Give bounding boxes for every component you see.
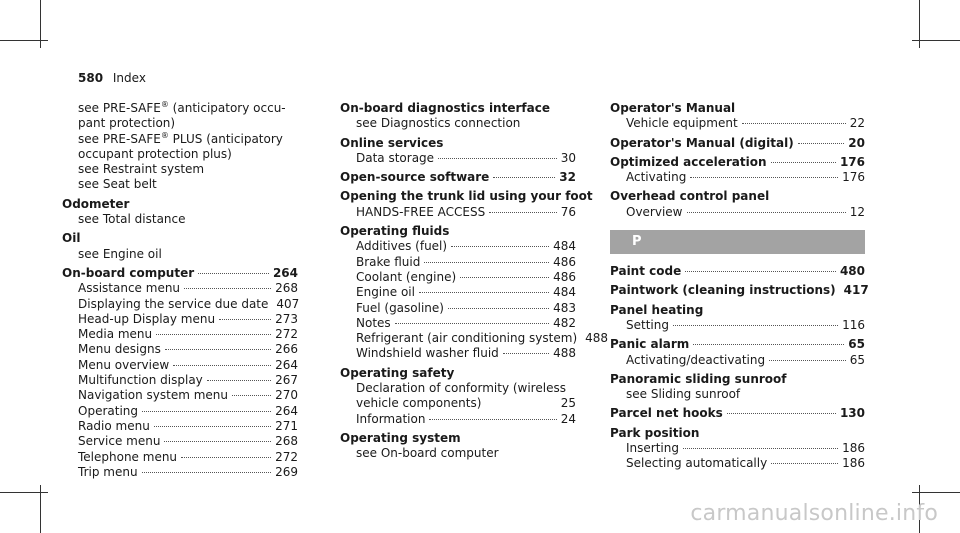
- index-entry: [610, 155, 865, 170]
- leader-dots: [798, 143, 845, 144]
- index-entry-text: Fuel (gasoline): [356, 300, 444, 315]
- index-entry-text: Vehicle equipment: [626, 116, 738, 131]
- leader-dots: [685, 271, 836, 272]
- leader-dots: [690, 177, 838, 178]
- index-entry-text: Trip menu: [78, 464, 138, 479]
- page-header: [78, 71, 146, 85]
- index-entry-text: Refrigerant (air conditioning system): [356, 331, 578, 346]
- index-entry-text: Telephone menu: [78, 449, 178, 464]
- index-entry-text: Menu designs: [78, 342, 161, 357]
- leader-dots: [419, 292, 549, 293]
- leader-dots: [693, 344, 844, 345]
- crop-mark: [912, 40, 960, 41]
- leader-dots: [395, 323, 549, 324]
- index-page-number: 488: [553, 346, 576, 361]
- index-entry-text: Overview: [626, 204, 683, 219]
- leader-dots: [156, 334, 271, 335]
- crop-mark: [912, 492, 960, 493]
- index-entry-text: Brake fluid: [356, 254, 421, 269]
- index-page-number: 269: [275, 464, 298, 479]
- index-entry-text: Engine oil: [356, 285, 415, 300]
- index-page-number: 417: [843, 283, 869, 298]
- index-column-3: [610, 101, 869, 472]
- leader-dots: [742, 123, 846, 124]
- index-entry: [610, 283, 869, 298]
- index-page-number: 266: [275, 342, 298, 357]
- index-subentry: [62, 388, 298, 403]
- index-page-number: 25: [560, 396, 576, 411]
- index-entry: [610, 303, 865, 318]
- watermark: carmanualsonline.info: [690, 501, 938, 526]
- index-subentry: [62, 434, 298, 449]
- index-page-number: 22: [849, 116, 865, 131]
- leader-dots: [142, 411, 271, 412]
- index-entry-text: Parcel net hooks: [610, 406, 723, 421]
- index-subentry: [340, 316, 576, 331]
- index-subentry: [340, 255, 576, 270]
- index-entry: [610, 372, 865, 387]
- index-subentry: [610, 116, 865, 131]
- index-subentry: [610, 353, 865, 368]
- index-letter-heading: P: [610, 230, 865, 254]
- index-entry: [62, 197, 298, 212]
- index-subentry: [610, 456, 865, 471]
- leader-dots: [771, 463, 838, 464]
- index-page-number: 484: [553, 239, 576, 254]
- index-entry-text: Displaying the service due date: [78, 296, 269, 311]
- index-entry-text: Operating fluids: [340, 224, 450, 239]
- index-column-1: [62, 101, 298, 480]
- index-entry-text: Activating: [626, 170, 687, 185]
- index-page-number: 186: [842, 456, 865, 471]
- leader-dots: [673, 325, 838, 326]
- index-entry-text: Operating system: [340, 430, 461, 445]
- index-reference-text: see Diagnostics connection: [356, 116, 521, 131]
- index-page-number: 488: [585, 331, 609, 346]
- index-page-number: 484: [553, 285, 576, 300]
- index-entry-text: Operating safety: [340, 365, 455, 380]
- index-entry: [340, 189, 593, 204]
- index-page-number: 76: [560, 204, 576, 219]
- index-subentry: [340, 151, 576, 166]
- index-subentry: [62, 297, 298, 312]
- index-subentry: [610, 318, 865, 333]
- index-subentry: [340, 412, 576, 427]
- leader-dots: [173, 365, 271, 366]
- index-subentry: [340, 331, 609, 346]
- index-subentry: [62, 162, 298, 177]
- index-subentry: [340, 205, 576, 220]
- leader-dots: [142, 472, 272, 473]
- index-entry-text: Inserting: [626, 441, 679, 456]
- leader-dots: [181, 457, 271, 458]
- index-page-number: 20: [848, 135, 865, 150]
- index-entry-text: Paint code: [610, 264, 682, 279]
- index-page-number: 407: [276, 296, 300, 311]
- index-reference-text: see Seat belt: [78, 177, 157, 192]
- index-page-number: 482: [553, 315, 576, 330]
- index-page-number: 176: [842, 170, 865, 185]
- index-subentry: [340, 285, 576, 300]
- index-entry-text: Service menu: [78, 434, 161, 449]
- index-entry-text: Oil: [62, 231, 81, 246]
- leader-dots: [219, 319, 271, 320]
- leader-dots: [424, 262, 549, 263]
- page-number: 580: [78, 71, 104, 85]
- index-subentry: [340, 116, 576, 131]
- leader-dots: [683, 448, 838, 449]
- index-page-number: 273: [275, 311, 298, 326]
- index-page-number: 268: [275, 434, 298, 449]
- index-entry-text: Park position: [610, 425, 700, 440]
- index-subentry: [62, 177, 298, 192]
- index-subentry: [62, 419, 298, 434]
- index-subentry: [340, 446, 576, 461]
- index-entry: [340, 366, 576, 381]
- index-subentry: [62, 132, 298, 163]
- leader-dots: [503, 353, 549, 354]
- leader-dots: [493, 177, 555, 178]
- index-subentry: [340, 381, 576, 412]
- index-entry: [62, 231, 298, 246]
- leader-dots: [489, 212, 557, 213]
- index-subentry: [62, 450, 298, 465]
- index-entry-text: Assistance menu: [78, 281, 181, 296]
- index-subentry: [62, 327, 298, 342]
- index-page-number: 176: [839, 154, 865, 169]
- index-page-number: 65: [848, 337, 865, 352]
- index-page-number: 271: [275, 418, 298, 433]
- index-entry-text: On-board diagnostics interface: [340, 101, 550, 115]
- index-page-number: 272: [275, 327, 298, 342]
- index-entry-text: Panel heating: [610, 302, 704, 317]
- leader-dots: [164, 441, 271, 442]
- index-page-number: 268: [275, 281, 298, 296]
- leader-dots: [429, 419, 556, 420]
- index-reference-text: see Sliding sunroof: [626, 387, 741, 402]
- index-subentry: [62, 358, 298, 373]
- leader-dots: [165, 349, 271, 350]
- index-page-number: 272: [275, 449, 298, 464]
- index-entry: [610, 136, 865, 151]
- index-entry-text: Windshield washer fluid: [356, 346, 499, 361]
- index-entry-text: Opening the trunk lid using your foot: [340, 189, 593, 204]
- index-entry-text: Panic alarm: [610, 337, 690, 352]
- index-entry: [340, 431, 576, 446]
- index-subentry: [340, 346, 576, 361]
- leader-dots: [198, 273, 269, 274]
- index-entry-text: Declaration of conformity (wireless vehicle components): [356, 381, 566, 411]
- index-entry-text: Menu overview: [78, 357, 170, 372]
- index-subentry: [340, 270, 576, 285]
- index-entry-text: Multifunction display: [78, 373, 203, 388]
- index-entry-text: Radio menu: [78, 418, 150, 433]
- section-title: Index: [112, 71, 146, 85]
- index-page-number: 264: [275, 357, 298, 372]
- index-entry: [340, 224, 576, 239]
- index-page-number: 24: [560, 411, 576, 426]
- index-subentry: [610, 170, 865, 185]
- index-entry-text: Online services: [340, 135, 444, 150]
- index-entry-text: Head-up Display menu: [78, 311, 216, 326]
- index-entry: [62, 266, 298, 281]
- index-entry-text: Overhead control panel: [610, 189, 770, 204]
- index-entry-text: Operator's Manual (digital): [610, 135, 794, 150]
- leader-dots: [154, 426, 271, 427]
- index-reference-text: see On-board computer: [356, 446, 499, 461]
- index-subentry: [62, 373, 298, 388]
- index-subentry: [62, 312, 298, 327]
- index-reference-text: see Restraint system: [78, 162, 205, 177]
- index-entry-text: Setting: [626, 317, 669, 332]
- index-subentry: [62, 281, 298, 296]
- crop-mark: [0, 40, 48, 41]
- index-page-number: 130: [839, 406, 865, 421]
- index-page-number: 12: [849, 204, 865, 219]
- leader-dots: [727, 413, 836, 414]
- index-subentry: [62, 247, 298, 262]
- index-page-number: 267: [275, 373, 298, 388]
- index-subentry: [62, 404, 298, 419]
- index-entry: [610, 337, 865, 352]
- index-page-number: 270: [275, 388, 298, 403]
- index-reference-text: see PRE-SAFE® (anticipatory occu-pant protection): [78, 100, 286, 131]
- index-page-number: 480: [839, 264, 865, 279]
- index-entry: [610, 189, 865, 204]
- index-entry-text: On-board computer: [62, 265, 195, 280]
- leader-dots: [771, 162, 836, 163]
- index-subentry: [62, 342, 298, 357]
- leader-dots: [448, 308, 549, 309]
- crop-mark: [0, 492, 48, 493]
- index-entry: [610, 406, 865, 421]
- index-page-number: 264: [272, 265, 298, 280]
- index-subentry: [610, 387, 865, 402]
- index-entry-text: Navigation system menu: [78, 388, 229, 403]
- index-entry: [610, 264, 865, 279]
- index-entry-text: Paintwork (cleaning instructions): [610, 283, 836, 298]
- index-entry: [340, 101, 576, 116]
- index-page-number: 264: [275, 403, 298, 418]
- leader-dots: [460, 277, 549, 278]
- index-page-number: 486: [553, 254, 576, 269]
- index-subentry: [62, 212, 298, 227]
- index-reference-text: see Engine oil: [78, 246, 162, 261]
- index-reference-text: see PRE-SAFE® PLUS (anticipatory occupant protection plus): [78, 130, 283, 161]
- index-page-number: 30: [560, 150, 576, 165]
- index-subentry: [610, 205, 865, 220]
- index-page-number: 32: [559, 170, 576, 185]
- index-entry-text: Odometer: [62, 196, 130, 211]
- index-column-2: [340, 101, 609, 462]
- index-subentry: [610, 441, 865, 456]
- index-entry-text: Notes: [356, 315, 391, 330]
- index-subentry: [340, 239, 576, 254]
- leader-dots: [438, 158, 557, 159]
- index-entry-text: Selecting automatically: [626, 456, 768, 471]
- index-entry: [610, 426, 865, 441]
- index-entry-text: Information: [356, 411, 426, 426]
- index-entry: [610, 101, 865, 116]
- index-entry-text: Open-source software: [340, 170, 490, 185]
- index-entry-text: Optimized acceleration: [610, 154, 767, 169]
- index-reference-text: see Total distance: [78, 212, 186, 227]
- index-entry-text: Activating/deactivating: [626, 352, 766, 367]
- index-entry-text: Coolant (engine): [356, 269, 457, 284]
- index-subentry: [62, 465, 298, 480]
- index-subentry: [340, 301, 576, 316]
- index-entry-text: Media menu: [78, 327, 153, 342]
- index-page-number: 186: [842, 441, 865, 456]
- leader-dots: [184, 288, 271, 289]
- leader-dots: [769, 360, 846, 361]
- index-subentry: [62, 101, 298, 132]
- index-page-number: 483: [553, 300, 576, 315]
- index-entry: [340, 170, 576, 185]
- index-page-number: 65: [849, 352, 865, 367]
- leader-dots: [207, 380, 271, 381]
- index-entry-text: HANDS-FREE ACCESS: [356, 204, 486, 219]
- index-entry-text: Additives (fuel): [356, 239, 448, 254]
- index-page-number: 116: [842, 317, 865, 332]
- index-entry-text: Operator's Manual: [610, 101, 736, 115]
- index-entry-text: Data storage: [356, 150, 435, 165]
- index-entry: [340, 136, 576, 151]
- leader-dots: [451, 246, 549, 247]
- index-page-number: 486: [553, 269, 576, 284]
- leader-dots: [687, 212, 846, 213]
- index-entry-text: Operating: [78, 403, 138, 418]
- index-entry-text: Panoramic sliding sunroof: [610, 371, 787, 386]
- leader-dots: [232, 395, 271, 396]
